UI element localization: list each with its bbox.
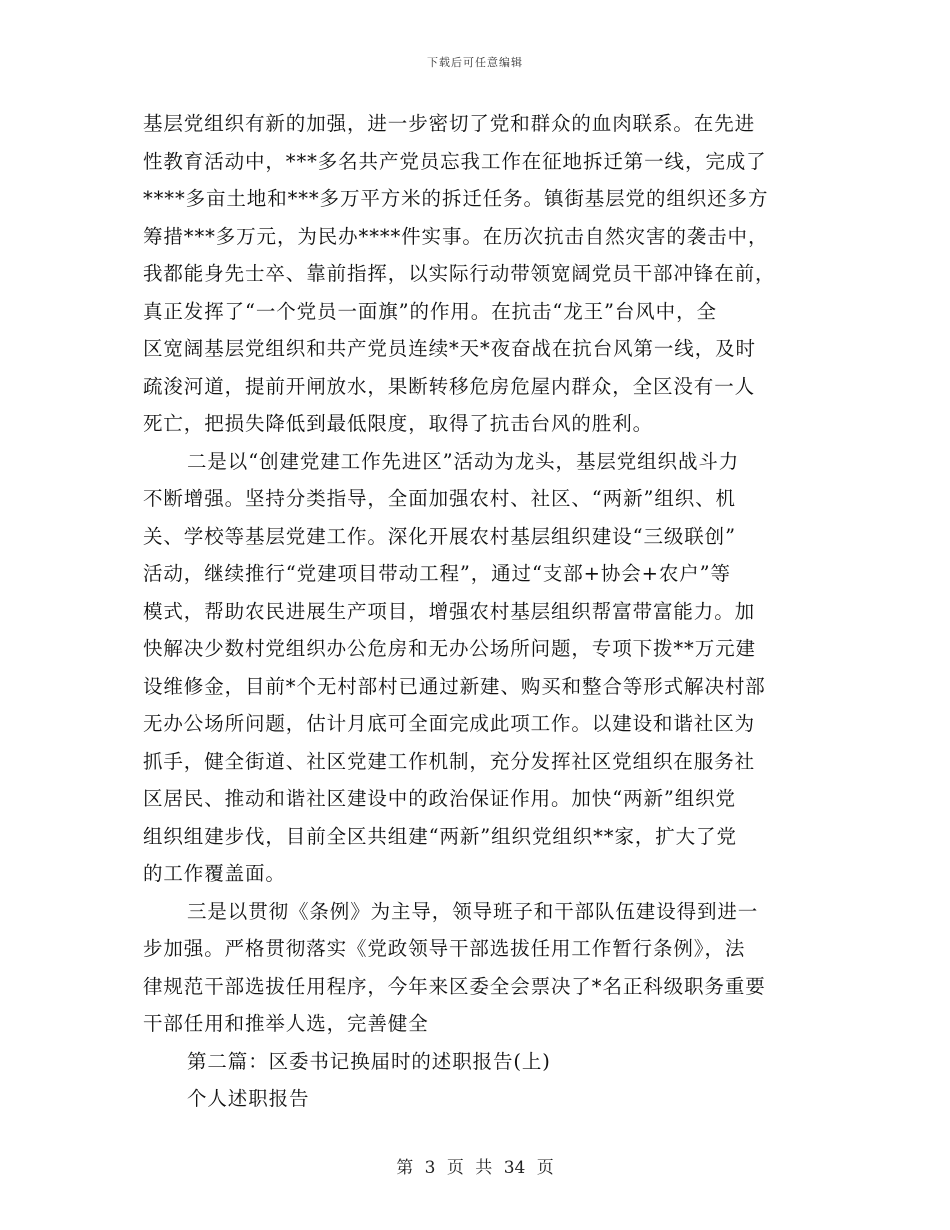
text-line: 死亡，把损失降低到最低限度，取得了抗击台风的胜利。 [143, 412, 654, 435]
text-line: 干部任用和推举人选，完善健全 [143, 1012, 429, 1035]
text-line: 步加强。严格贯彻落实《党政领导干部选拔任用工作暂行条例》，法 [143, 937, 746, 960]
text-line: 我都能身先士卒、靠前指挥，以实际行动带领宽阔党员干部冲锋在前， [143, 262, 776, 285]
text-line: 真正发挥了“一个党员一面旗”的作用。在抗击“龙王”台风中，全 [143, 299, 717, 323]
body-text [143, 105, 803, 1118]
text-line: 区居民、推动和谐社区建设中的政治保证作用。加快“两新”组织党 [143, 787, 736, 810]
text-line: 个人述职报告 [187, 1087, 310, 1110]
text-line: 模式，帮助农民进展生产项目，增强农村基层组织帮富带富能力。加 [143, 599, 756, 623]
text-line: 第二篇：区委书记换届时的述职报告(上) [187, 1049, 551, 1073]
text-line: 律规范干部选拔任用程序，今年来区委全会票决了*名正科级职务重要 [143, 974, 766, 998]
text-line: 三是以贯彻《条例》为主导，领导班子和干部队伍建设得到进一 [187, 899, 759, 923]
text-line: 疏浚河道，提前开闸放水，果断转移危房危屋内群众，全区没有一人 [143, 374, 756, 398]
text-line: 区宽阔基层党组织和共产党员连续*天*夜奋战在抗台风第一线，及时 [143, 337, 756, 360]
text-line: 活动，继续推行“党建项目带动工程”，通过“支部+协会+农户”等 [143, 562, 731, 585]
text-line: 的工作覆盖面。 [143, 862, 286, 885]
text-line: 基层党组织有新的加强，进一步密切了党和群众的血肉联系。在先进 [143, 112, 756, 135]
header-note: 下载后可任意编辑 [427, 56, 523, 69]
text-line: 不断增强。坚持分类指导，全面加强农村、社区、“两新”组织、机 [143, 487, 736, 510]
text-line: 性教育活动中，***多名共产党员忘我工作在征地拆迁第一线，完成了 [143, 149, 767, 173]
text-line: 关、学校等基层党建工作。深化开展农村基层组织建设“三级联创” [143, 524, 736, 548]
text-line: 快解决少数村党组织办公危房和无办公场所问题，专项下拨**万元建 [143, 637, 756, 660]
text-line: 无办公场所问题，估计月底可全面完成此项工作。以建设和谐社区为 [143, 712, 756, 735]
text-line: 组织组建步伐，目前全区共组建“两新”组织党组织**家，扩大了党 [143, 824, 737, 848]
page-number-footer: 第 3 页 共 34 页 [396, 1158, 554, 1178]
text-line: 抓手，健全街道、社区党建工作机制，充分发挥社区党组织在服务社 [143, 749, 756, 773]
text-line: 二是以“创建党建工作先进区”活动为龙头，基层党组织战斗力 [187, 449, 740, 473]
text-line: 筹措***多万元，为民办****件实事。在历次抗击自然灾害的袭击中， [143, 224, 769, 248]
text-line: ****多亩土地和***多万平方米的拆迁任务。镇街基层党的组织还多方 [143, 187, 769, 210]
text-line: 设维修金，目前*个无村部村已通过新建、购买和整合等形式解决村部 [143, 674, 766, 698]
